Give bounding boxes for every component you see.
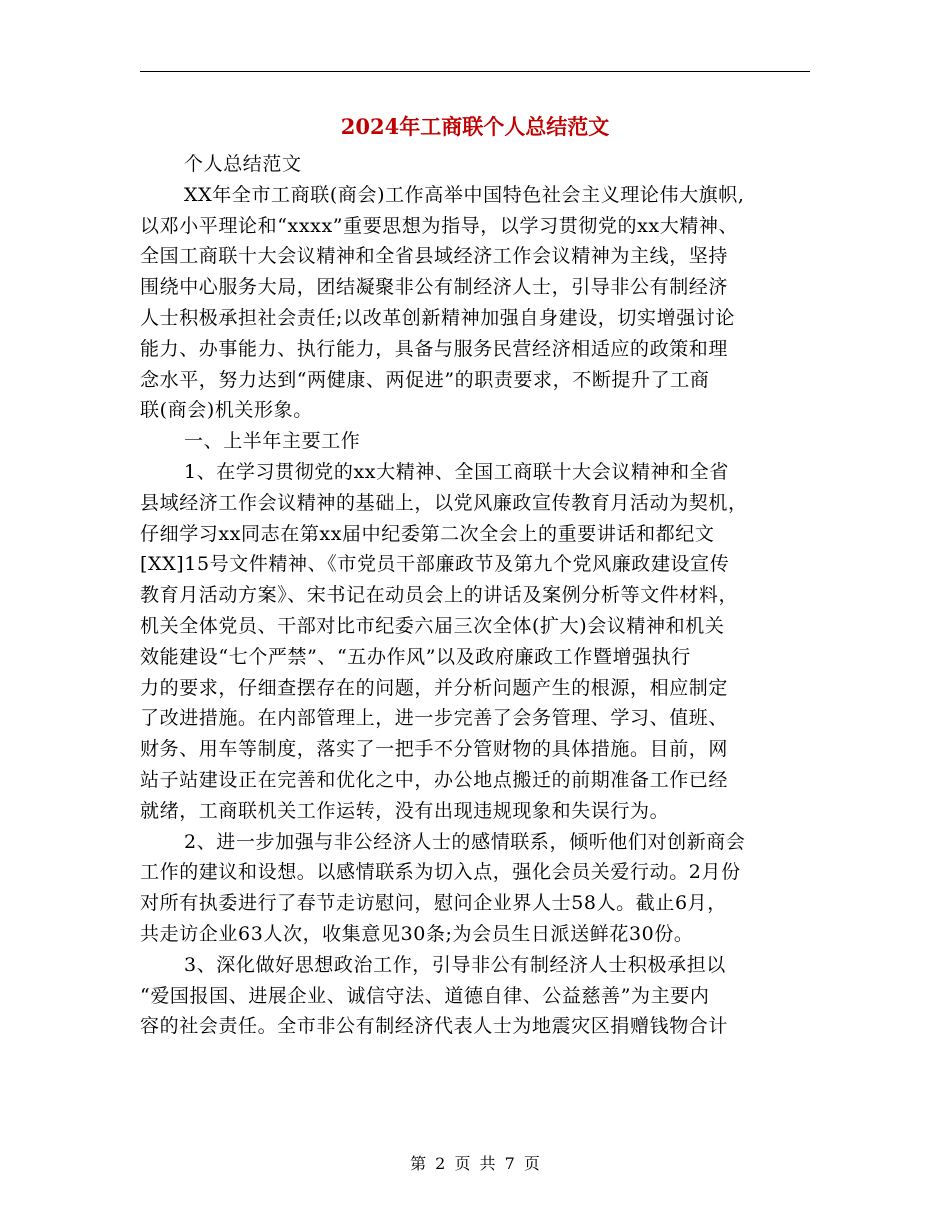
body-line: 就绪，工商联机关工作运转，没有出现违规现象和失误行为。	[140, 799, 670, 822]
body-line: 念水平，努力达到“两健康、两促进”的职责要求，不断提升了工商	[140, 368, 710, 391]
body-line: 2、进一步加强与非公经济人士的感情联系，倾听他们对创新商会	[184, 830, 746, 853]
body-line: 个人总结范文	[184, 153, 302, 175]
body-line: 联(商会)机关形象。	[140, 399, 313, 422]
document-title: 2024年工商联个人总结范文	[340, 114, 610, 139]
page-number: 第 2 页 共 7 页	[410, 1154, 540, 1173]
body-line: 3、深化做好思想政治工作，引导非公有制经济人士积极承担以	[184, 953, 726, 976]
body-line: 一、上半年主要工作	[184, 430, 361, 453]
body-line: 容的社会责任。全市非公有制经济代表人士为地震灾区捐赠钱物合计	[140, 1015, 729, 1038]
body-line: 了改进措施。在内部管理上，进一步完善了会务管理、学习、值班、	[140, 707, 729, 730]
body-line: 仔细学习xx同志在第xx届中纪委第二次全会上的重要讲话和都纪文	[140, 522, 715, 545]
body-line: 1、在学习贯彻党的xx大精神、全国工商联十大会议精神和全省	[184, 460, 729, 483]
body-line: 对所有执委进行了春节走访慰问，慰问企业界人士58人。截止6月，	[140, 892, 727, 915]
body-line: 效能建设“七个严禁”、“五办作风”以及政府廉政工作暨增强执行	[140, 645, 691, 668]
body-line: 人士积极承担社会责任;以改革创新精神加强自身建设，切实增强讨论	[140, 306, 736, 329]
body-line: 围绕中心服务大局，团结凝聚非公有制经济人士，引导非公有制经济	[140, 276, 729, 299]
body-line: 站子站建设正在完善和优化之中，办公地点搬迁的前期准备工作已经	[140, 768, 729, 791]
body-line: 财务、用车等制度，落实了一把手不分管财物的具体措施。目前，网	[140, 738, 729, 761]
body-line: 力的要求，仔细查摆存在的问题，并分析问题产生的根源，相应制定	[140, 676, 729, 699]
body-line: 能力、办事能力、执行能力，具备与服务民营经济相适应的政策和理	[140, 337, 729, 360]
body-line: 工作的建议和设想。以感情联系为切入点，强化会员关爱行动。2月份	[140, 861, 741, 884]
body-line: 以邓小平理论和“xxxx”重要思想为指导，以学习贯彻党的xx大精神、	[140, 214, 739, 237]
body-line: XX年全市工商联(商会)工作高举中国特色社会主义理论伟大旗帜,	[184, 183, 745, 206]
body-line: “爱国报国、进展企业、诚信守法、道德自律、公益慈善”为主要内	[140, 984, 710, 1007]
body-line: [XX]15号文件精神、《市党员干部廉政节及第九个党风廉政建设宣传	[140, 553, 730, 576]
body-line: 机关全体党员、干部对比市纪委六届三次全体(扩大)会议精神和机关	[140, 614, 725, 637]
body-line: 县域经济工作会议精神的基础上，以党风廉政宣传教育月活动为契机，	[140, 491, 748, 514]
document-body	[140, 149, 810, 1042]
body-line: 全国工商联十大会议精神和全省县域经济工作会议精神为主线，坚持	[140, 245, 729, 268]
body-line: 教育月活动方案》、宋书记在动员会上的讲话及案例分析等文件材料，	[140, 584, 739, 607]
header-rule	[140, 71, 810, 72]
body-line: 共走访企业63人次，收集意见30条;为会员生日派送鲜花30份。	[140, 922, 694, 945]
